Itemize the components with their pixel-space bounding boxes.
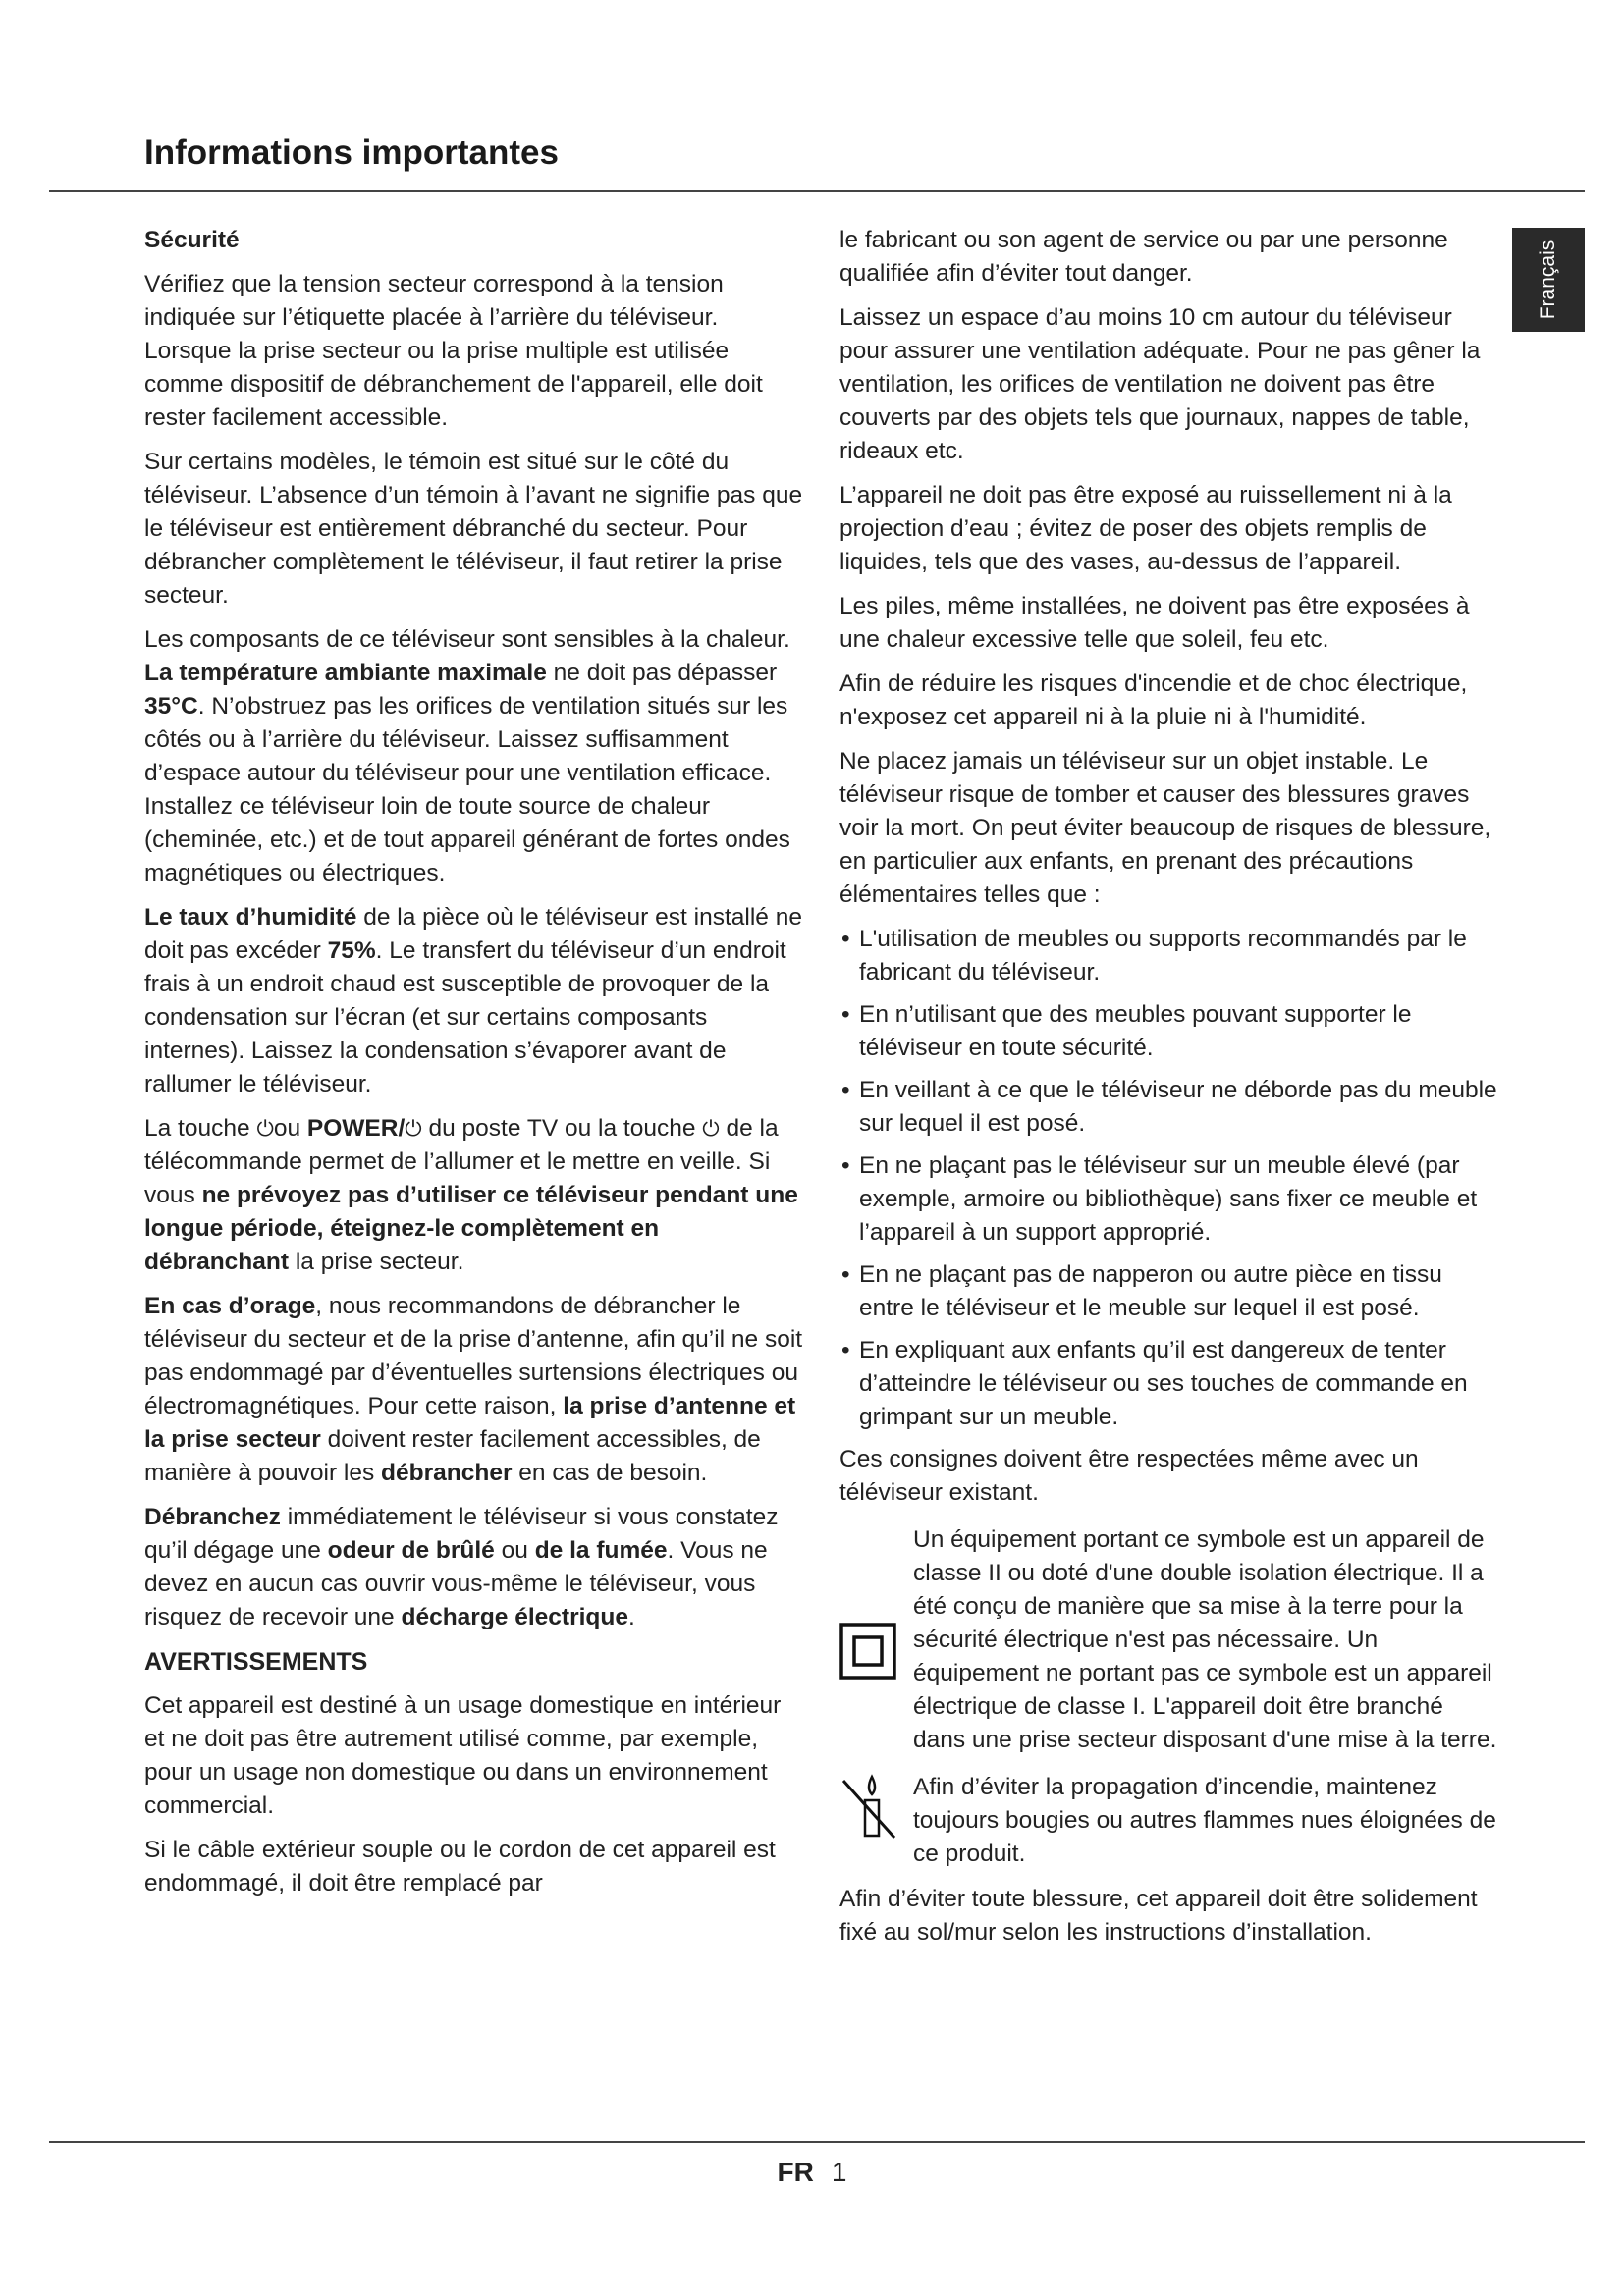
- right-column: [839, 224, 1499, 1960]
- list-item: • En n’utilisant que des meubles pouvant supporter le téléviseur en toute sécurité.: [839, 998, 1499, 1065]
- language-tab: [1512, 228, 1585, 332]
- language-code: FR: [777, 2157, 814, 2187]
- paragraph-fixation: Afin d’éviter toute blessure, cet appareil doit être solidement fixé au sol/mur selon les instructions d’installation.: [839, 1886, 1478, 1946]
- paragraph-consignes: Ces consignes doivent être respectées même avec un téléviseur existant.: [839, 1446, 1419, 1506]
- class-ii-text: Un équipement portant ce symbole est un appareil de classe II ou doté d'une double isolation électrique. Il a été conçu de manière que sa mise à la terre pour la sécurité électrique n'est pas nécessaire. Un équipement ne portant pas ce symbole est un appareil électrique de classe I. L'appareil doit être branché dans une prise secteur disposant d'une mise à la terre.: [913, 1526, 1497, 1753]
- left-column: [144, 224, 804, 1911]
- footer-divider: [49, 2141, 1585, 2143]
- page-footer: [0, 2156, 1624, 2189]
- paragraph-debranchez: Débranchez immédiatement le téléviseur si vous constatez qu’il dégage une odeur de brûlé ou de la fumée. Vous ne devez en aucun cas ouvrir vous-même le téléviseur, vous risquez de recevoir une décharge électrique.: [144, 1504, 779, 1630]
- paragraph-pluie: Afin de réduire les risques d'incendie et de choc électrique, n'exposez cet appareil ni à la pluie ni à l'humidité.: [839, 670, 1468, 730]
- heading-avertissements: AVERTISSEMENTS: [144, 1648, 368, 1676]
- list-item: • En expliquant aux enfants qu’il est dangereux de tenter d’atteindre le téléviseur ou ses touches de commande en grimpant sur un meuble.: [839, 1334, 1499, 1434]
- double-insulation-icon: [839, 1623, 896, 1680]
- candle-notice: [839, 1771, 1499, 1871]
- precautions-list: [839, 923, 1499, 1434]
- page-title: Informations importantes: [144, 133, 559, 172]
- language-tab-label: Français: [1537, 240, 1559, 320]
- paragraph-temoin: Sur certains modèles, le témoin est situé sur le côté du téléviseur. L’absence d’un témoin à l’avant ne signifie pas que le téléviseur est entièrement débranché du secteur. Pour débrancher complètement le téléviseur, il faut retirer la prise secteur.: [144, 449, 803, 609]
- list-item: • En ne plaçant pas le téléviseur sur un meuble élevé (par exemple, armoire ou bibliothèque) sans fixer ce meuble et l’appareil à un support approprié.: [839, 1149, 1499, 1250]
- paragraph-piles: Les piles, même installées, ne doivent pas être exposées à une chaleur excessive telle que soleil, feu etc.: [839, 593, 1470, 653]
- paragraph-instable: Ne placez jamais un téléviseur sur un objet instable. Le téléviseur risque de tomber et causer des blessures graves voir la mort. On peut éviter beaucoup de risques de blessure, en particulier aux enfants, en prenant des précautions élémentaires telles que :: [839, 748, 1491, 908]
- paragraph-power: La touche ⏻ou POWER/⏻ du poste TV ou la touche ⏻ de la télécommande permet de l’allumer et le mettre en veille. Si vous ne prévoyez pas d’utiliser ce téléviseur pendant une longue période, éteignez-le complètement en débranchant la prise secteur.: [144, 1115, 798, 1275]
- paragraph-usage-domestique: Cet appareil est destiné à un usage domestique en intérieur et ne doit pas être autrement utilisé comme, par exemple, pour un usage non domestique ou dans un environnement commercial.: [144, 1692, 782, 1819]
- list-item: • L'utilisation de meubles ou supports recommandés par le fabricant du téléviseur.: [839, 923, 1499, 989]
- class-ii-notice: [839, 1523, 1499, 1757]
- list-item: • En veillant à ce que le téléviseur ne déborde pas du meuble sur lequel il est posé.: [839, 1074, 1499, 1141]
- candle-text: Afin d’éviter la propagation d’incendie, maintenez toujours bougies ou autres flammes nues éloignées de ce produit.: [913, 1774, 1496, 1867]
- header-divider: [49, 190, 1585, 192]
- paragraph-ventilation: Laissez un espace d’au moins 10 cm autour du téléviseur pour assurer une ventilation adéquate. Pour ne pas gêner la ventilation, les orifices de ventilation ne doivent pas être couverts par des objets tels que journaux, nappes de table, rideaux etc.: [839, 304, 1481, 464]
- paragraph-eau: L’appareil ne doit pas être exposé au ruissellement ni à la projection d’eau ; évitez de poser des objets remplis de liquides, tels que des vases, au-dessus de l’appareil.: [839, 482, 1452, 575]
- paragraph-orage: En cas d’orage, nous recommandons de débrancher le téléviseur du secteur et de la prise d’antenne, afin qu’il ne soit pas endommagé par d’éventuelles surtensions électriques ou électromagnétiques. Pour cette raison, la prise d’antenne et la prise secteur doivent rester facilement accessibles, de manière à pouvoir les débrancher en cas de besoin.: [144, 1293, 803, 1486]
- list-item: • En ne plaçant pas de napperon ou autre pièce en tissu entre le téléviseur et le meuble sur lequel il est posé.: [839, 1258, 1499, 1325]
- power-icon: ⏻: [702, 1116, 720, 1141]
- power-icon: ⏻: [405, 1116, 422, 1141]
- paragraph-humidite: Le taux d’humidité de la pièce où le téléviseur est installé ne doit pas excéder 75%. Le transfert du téléviseur d’un endroit frais à un endroit chaud est susceptible de provoquer de la condensation sur l’écran (et sur certains composants internes). Laissez la condensation s’évaporer avant de rallumer le téléviseur.: [144, 904, 802, 1097]
- paragraph-chaleur: Les composants de ce téléviseur sont sensibles à la chaleur. La température ambiante maximale ne doit pas dépasser 35°C. N’obstruez pas les orifices de ventilation situés sur les côtés ou à l’arrière du téléviseur. Laissez suffisamment d’espace autour du téléviseur pour une ventilation efficace. Installez ce téléviseur loin de toute source de chaleur (cheminée, etc.) et de tout appareil générant de fortes ondes magnétiques ou électriques.: [144, 626, 790, 886]
- paragraph-cable: Si le câble extérieur souple ou le cordon de cet appareil est endommagé, il doit être remplacé par: [144, 1837, 776, 1896]
- heading-securite: Sécurité: [144, 227, 240, 253]
- no-candle-icon: [839, 1773, 900, 1842]
- paragraph-tension: Vérifiez que la tension secteur correspond à la tension indiquée sur l’étiquette placée à l’arrière du téléviseur. Lorsque la prise secteur ou la prise multiple est utilisée comme dispositif de débranchement de l'appareil, elle doit rester facilement accessible.: [144, 271, 763, 431]
- page-number: 1: [831, 2157, 847, 2187]
- power-icon: ⏻: [256, 1116, 274, 1141]
- paragraph-fabricant: le fabricant ou son agent de service ou par une personne qualifiée afin d’éviter tout danger.: [839, 227, 1448, 287]
